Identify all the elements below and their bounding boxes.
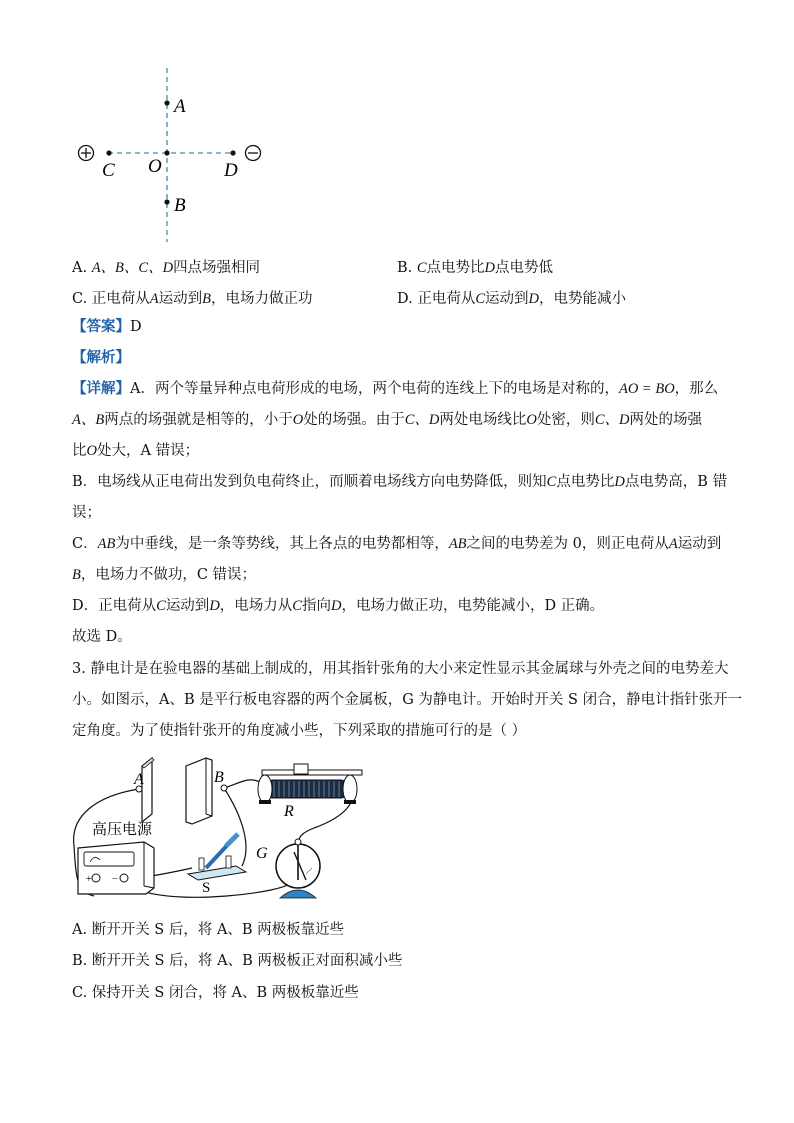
point-o: [164, 150, 169, 155]
source-minus: −: [112, 874, 118, 885]
q3-option-b[interactable]: B. 断开开关 S 后，将 A、B 两极板正对面积减小些: [72, 953, 403, 969]
electrometer-icon: [276, 839, 320, 898]
answer-line: [72, 318, 142, 336]
q3-option-a[interactable]: A. 断开开关 S 后，将 A、B 两极板靠近些: [72, 922, 345, 938]
label-d: D: [224, 160, 238, 181]
detail-line-3: 比O处大，A 错误；: [72, 443, 200, 459]
detail-line-7: B，电场力不做功，C 错误；: [72, 567, 257, 583]
detail-line-9: 故选 D。: [72, 629, 132, 645]
point-b: [164, 199, 169, 204]
positive-charge-icon: [79, 146, 94, 161]
answer-value: D: [130, 319, 142, 335]
high-voltage-source: [78, 842, 154, 894]
answer-tag: 【答案】: [72, 318, 130, 335]
label-o: O: [148, 156, 162, 177]
fig2-label-s: S: [202, 880, 211, 896]
fig2-label-b: B: [214, 769, 224, 786]
option-b[interactable]: B. C点电势比D点电势低: [397, 260, 554, 276]
plate-b: [186, 758, 212, 824]
rheostat-icon: [258, 764, 362, 804]
detail-line-2: A、B两点的场强就是相等的，小于O处的场强。由于C、D两处电场线比O处密，则C、D两处的场强: [72, 412, 702, 428]
option-d[interactable]: D. 正电荷从C运动到D，电势能减小: [397, 291, 626, 307]
wire-b-to-rheostat: [224, 780, 260, 788]
point-a: [164, 100, 169, 105]
source-label: 高压电源: [92, 822, 153, 838]
figure-electrometer-circuit: [66, 756, 372, 906]
q3-stem-line-3: 定角度。为了使指针张开的角度减小些，下列采取的措施可行的是（ ）: [72, 723, 527, 739]
negative-charge-icon: [246, 146, 261, 161]
detail-line-1: 【详解】A．两个等量异种点电荷形成的电场，两个电荷的连线上下的电场是对称的，AO = BO，那么: [72, 380, 719, 397]
option-c[interactable]: C. 正电荷从A运动到B，电场力做正功: [72, 291, 313, 307]
label-c: C: [102, 160, 115, 181]
q3-stem-line-1: 3. 静电计是在验电器的基础上制成的，用其指针张角的大小来定性显示其金属球与外壳之间的电势差大: [72, 661, 729, 677]
figure-charge-field: [70, 62, 280, 247]
fig2-label-r: R: [284, 803, 294, 820]
point-c: [106, 150, 111, 155]
option-a[interactable]: A. A、B、C、D四点场强相同: [72, 260, 261, 276]
wire-b-to-switch: [224, 788, 246, 866]
fig2-label-g: G: [256, 845, 268, 862]
q3-stem-line-2: 小。如图示，A、B 是平行板电容器的两个金属板，G 为静电计。开始时开关 S 闭合，静电计指针张开一: [72, 692, 743, 708]
label-a: A: [174, 96, 186, 117]
label-b: B: [174, 195, 186, 216]
plate-a: [142, 758, 154, 822]
detail-line-8: D．正电荷从C运动到D，电场力从C指向D，电场力做正功，电势能减小，D 正确。: [72, 598, 605, 614]
detail-line-4: B．电场线从正电荷出发到负电荷终止，而顺着电场线方向电势降低，则知C点电势比D点电势高，B 错: [72, 474, 728, 490]
switch-s[interactable]: [188, 834, 246, 880]
source-plus: +: [86, 874, 92, 885]
detail-line-5: 误；: [72, 505, 101, 521]
q3-option-c[interactable]: C. 保持开关 S 闭合，将 A、B 两极板靠近些: [72, 985, 359, 1001]
analysis-heading: 【解析】: [72, 349, 130, 366]
point-d: [230, 150, 235, 155]
detail-line-6: C．AB为中垂线，是一条等势线，其上各点的电势都相等，AB之间的电势差为 0，则正电荷从A运动到: [72, 536, 722, 552]
fig2-label-a: A: [134, 771, 144, 788]
